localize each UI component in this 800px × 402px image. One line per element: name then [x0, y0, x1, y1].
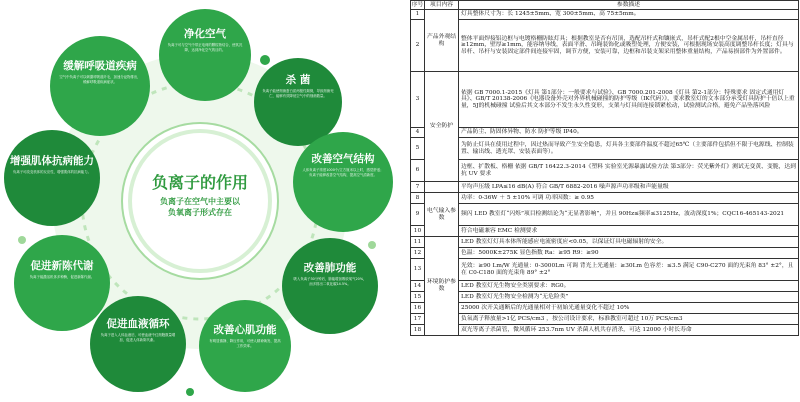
row-no: 13: [411, 259, 425, 281]
table-row: [411, 314, 799, 325]
header-param: 参数描述: [459, 1, 799, 10]
bubble-lung-text: [292, 262, 368, 286]
bubble-title: 增强肌体抗病能力: [10, 155, 94, 167]
table-row: [411, 226, 799, 237]
row-item: [425, 182, 459, 193]
center-subtitle-line: 负离子在空气中主要以: [160, 197, 240, 206]
row-param: 色温：5000K±275K 显色指数 Ra：≥95 R9：≥90: [459, 248, 799, 259]
bubble-title: 杀 菌: [285, 74, 311, 86]
bubble-immunity-text: [8, 155, 96, 175]
row-param: 平均声压级 LPA≤16 dB(A) 符合 GB/T 6882-2016 噪声源声功率级和声能量级: [459, 182, 799, 193]
bubble-desc: 负离子能激活机体多种酶，促进新陈代谢。: [29, 275, 95, 279]
bubble-title: 改善肺功能: [303, 262, 357, 274]
bubble-desc: 负离子能使细菌蛋白质两极性颠倒，导致细菌死亡，能够有效降低空气中的细菌数量。: [262, 89, 334, 98]
row-item-safety: 安全防护: [425, 72, 459, 182]
bubble-title: 促进血液循环: [106, 318, 170, 330]
bubble-desc: 负离子可与空气中带正电荷的颗粒物结合，使其沉降，达到净化空气的目的。: [167, 43, 243, 52]
row-param: 产品防尘、防固体异物、防水 防护等级 IP40。: [459, 128, 799, 138]
row-no: 4: [411, 128, 425, 138]
table-row: [411, 259, 799, 281]
row-param: LED 教室灯光生物安全检测为“无危险类”: [459, 292, 799, 303]
table-row: [411, 237, 799, 248]
row-param: 符合电磁兼容 EMC 检测要求: [459, 226, 799, 237]
bubble-desc: 负离子可改变机体的反应性，增强肌体的抗病能力。: [13, 170, 91, 174]
row-item-electrical: 电气输入参数: [425, 193, 459, 237]
bubble-desc: 空气中负离子可以刺激呼吸道纤毛，加速分泌物排出，缓解呼吸道疾病症状。: [59, 75, 141, 84]
bubble-metabolism: [14, 235, 110, 331]
bubble-desc: 人体负离子浓度1000个/立方厘米以上时，感觉舒适；负离子能够改善空气结构，提高空气清新度。: [302, 168, 384, 177]
row-no: 3: [411, 72, 425, 128]
bubble-heart-text: [208, 324, 282, 348]
bubble-title: 改善空气结构: [311, 153, 375, 165]
bubble-sterilize: [254, 58, 342, 146]
row-no: 8: [411, 193, 425, 204]
bubble-metabolism-text: [23, 260, 101, 280]
row-param: 负氧离子释放量>1亿 PCS/cm3 ，按公司设计要求，标准教室可超过 10万 PCS/cm3: [459, 314, 799, 325]
row-param: 功率：0-36W ＋ 5 ±10% 可调 功率因数：≥ 0.95: [459, 193, 799, 204]
row-param: 依据 GB 7000.1-2015《灯具 第1部分：一般要求与试验》、GB 7000.201-2008《灯具 第2-1部分：特殊要求 固定式通用灯具》、GB/T 20138-2006《电器设备外壳对外界机械碰撞的防护等级（IK代码）》，要求教室灯的文本部分承受灯具防护十倍以上重量，5J的机械碰撞 试验后其文本部分不发生永久性变形，支架与灯具间连接锁紧松动，试验测试合格，避免产品坠落风险: [459, 72, 799, 128]
row-item-appearance: 产品外观结构: [425, 10, 459, 72]
table-row: [411, 10, 799, 20]
bubble-respiratory-text: [58, 60, 142, 84]
bubble-desc: 有明显镇静、降压作用，可使人精神焕发、提高工作效率。: [209, 339, 281, 348]
table-header-row: [411, 1, 799, 10]
row-param: 整体平面焊接铝边框与电镀格栅防眩灯具；根据教室是否有吊顶，选配吊杆式和镶嵌式，吊杆式配2根中空金属吊杆，吊杆直径≥12mm，壁厚≥1mm，能容纳导线，表面平滑、吊绳装饰化或吸塑处理，方便安装，可根据现场安装高度调整吊杆长度；灯具与吊杆、吊杆与安装固定部件间连接牢固，调节方便，安装可靠，边框和吊装支架采用整体重量结构，产品易损部件为外置部件。: [459, 20, 799, 72]
table-row: [411, 325, 799, 336]
row-param: LED 教室灯光生物安全类别要求：RG0。: [459, 281, 799, 292]
bubble-respiratory: [50, 36, 150, 136]
center-title: 负离子的作用: [151, 173, 248, 192]
table-row: [411, 20, 799, 72]
row-param: 频闪 LED 教室灯“闪烁”项目检测结论为“无显著影响”，并且 90Hz≤频率≤3125Hz，波动深度1%；CQC16-465143-2021: [459, 204, 799, 226]
table-row: [411, 248, 799, 259]
row-no: 1: [411, 10, 425, 20]
row-param: 25000 次开关通断后的光通量相对于初始光通量变化不超过 10%: [459, 303, 799, 314]
row-no: 18: [411, 325, 425, 336]
row-param: LED 教室灯灯具本体所能感应电流密度应<0.05，以保证灯具电磁辐射的安全。: [459, 237, 799, 248]
bubble-desc: 吸入负离子30分钟后，肺能增加吸收氧气20%，而多排出二氧化碳14.5%。: [293, 277, 367, 286]
bubble-purify-air-text: [165, 28, 245, 52]
bubble-title: 促进新陈代谢: [30, 260, 94, 272]
row-no: 15: [411, 292, 425, 303]
table-row: [411, 281, 799, 292]
bubble-title: 改善心肌功能: [213, 324, 277, 336]
decor-dot: [186, 388, 194, 396]
table-row: [411, 160, 799, 182]
table-row: [411, 303, 799, 314]
bubble-desc: 负离子进入人体血液后，可使血液中红细胞数量增加，促进人体新陈代谢。: [100, 333, 176, 342]
table-row: [411, 204, 799, 226]
table-row: [411, 182, 799, 193]
row-no: 7: [411, 182, 425, 193]
row-no: 2: [411, 20, 425, 72]
row-param: 为防止灯具在使用过程中，因过热而导致产生安全隐患，灯具各主要部件温度不超过65℃（主要部件包括但不限于电源线、控制装置、输出线、透光罩、安装表面等）。: [459, 138, 799, 160]
table-row: [411, 292, 799, 303]
center-subtitle-line: 负氧离子形式存在: [168, 208, 232, 217]
spec-table-panel: [410, 0, 800, 402]
row-no: 6: [411, 160, 425, 182]
center-subtitle: [140, 196, 260, 218]
row-no: 10: [411, 226, 425, 237]
bubble-title: 缓解呼吸道疾病: [63, 60, 137, 72]
decor-dot: [18, 236, 26, 244]
row-param: 光效：≥90 Lm/W 光通量：0-3000Lm 可调 背光上光通量：≥30Lm 色容差：≤3.5 满足 C90-C270 面的光束角 83° ±2°，且在 C0-C180 面的光束角 89° ±2°: [459, 259, 799, 281]
row-param: 灯具整体尺寸为：长 1245±5mm、宽 300±5mm、高 75±5mm。: [459, 10, 799, 20]
row-no: 11: [411, 237, 425, 248]
bubble-sterilize-text: [262, 74, 334, 98]
row-param: 双光等离子杀菌管，微风循环 253.7nm UV 杀菌人机共存消杀，可达 12000 小时长寿命: [459, 325, 799, 336]
row-item-environment: 环境防护参数: [425, 237, 459, 336]
row-no: 9: [411, 204, 425, 226]
bubble-purify-air: [159, 9, 251, 101]
header-item: 项目内容: [425, 1, 459, 10]
bubble-blood: [90, 296, 186, 392]
bubble-air-structure-text: [302, 153, 384, 177]
decor-dot: [260, 55, 270, 65]
row-no: 16: [411, 303, 425, 314]
table-row: [411, 128, 799, 138]
bubble-air-structure: [293, 132, 393, 232]
row-param: 边框、扩散板、格栅 依据 GB/T 16422.3-2014《塑料 实验室光源暴露试验方法 第3部分：荧光紫外灯》测试无变黄、变脆，达到抗 UV 要求: [459, 160, 799, 182]
row-no: 12: [411, 248, 425, 259]
table-row: [411, 193, 799, 204]
bubble-immunity: [4, 130, 100, 226]
row-no: 14: [411, 281, 425, 292]
bubble-title: 净化空气: [184, 28, 226, 40]
header-no: 序号: [411, 1, 424, 8]
row-no: 5: [411, 138, 425, 160]
row-no: 17: [411, 314, 425, 325]
table-row: [411, 72, 799, 128]
table-row: [411, 138, 799, 160]
bubble-blood-text: [99, 318, 177, 342]
spec-table: [410, 0, 799, 336]
decor-dot: [368, 241, 376, 249]
